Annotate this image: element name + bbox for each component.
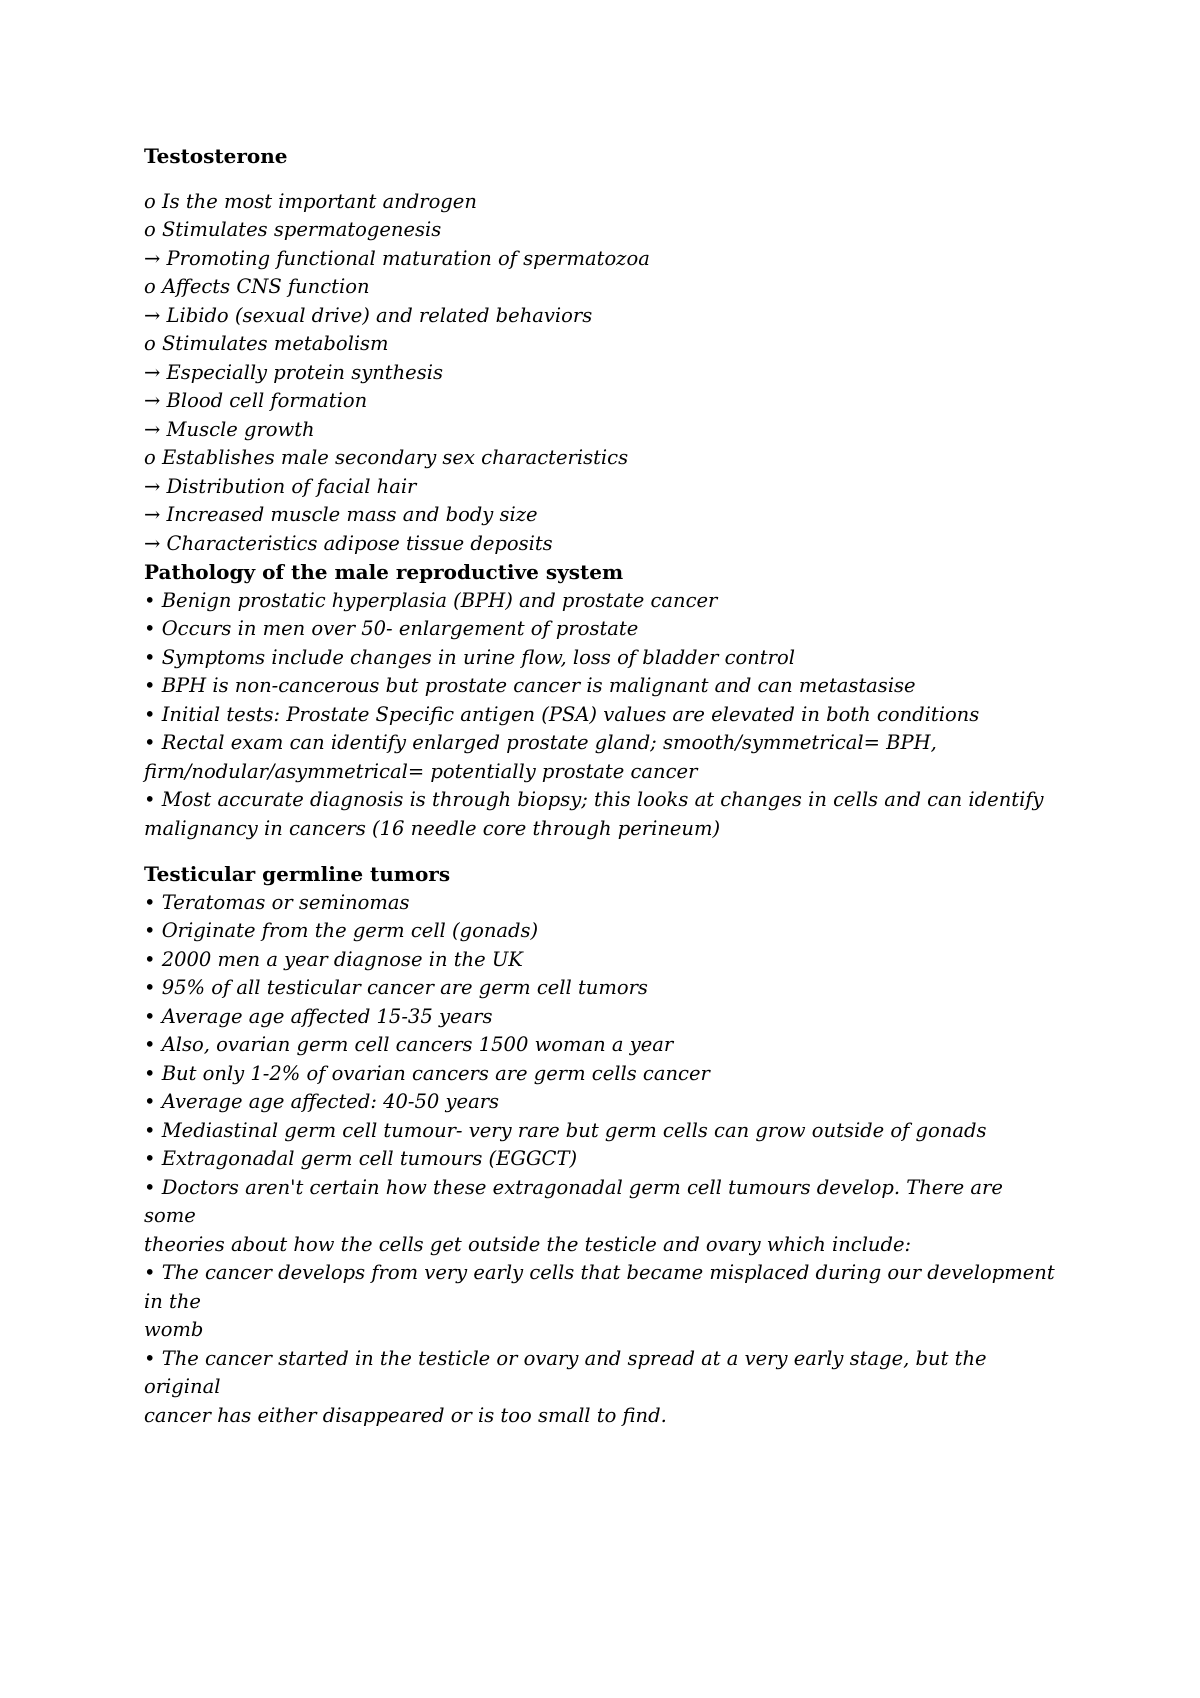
text-line: • Mediastinal germ cell tumour- very rare but germ cells can grow outside of gonads bbox=[144, 1118, 987, 1142]
text-line: • Teratomas or seminomas bbox=[144, 890, 410, 914]
text-line: o Stimulates spermatogenesis bbox=[144, 218, 442, 241]
text-line: → Especially protein synthesis bbox=[144, 360, 443, 384]
section-heading-testicular-tumors: Testicular germline tumors bbox=[144, 862, 451, 886]
text-line: → Muscle growth bbox=[144, 417, 315, 441]
document-body bbox=[144, 142, 1064, 1430]
text-line: → Characteristics adipose tissue deposits bbox=[144, 531, 553, 555]
text-line: • The cancer develops from very early cells that became misplaced during our development bbox=[144, 1261, 1055, 1284]
text-line: some bbox=[144, 1204, 196, 1227]
text-line: • 2000 men a year diagnose in the UK bbox=[144, 947, 523, 971]
section-heading-pathology: Pathology of the male reproductive system bbox=[144, 560, 624, 584]
text-line: womb bbox=[144, 1318, 204, 1341]
text-line: in the bbox=[144, 1289, 201, 1313]
text-line: o Affects CNS function bbox=[144, 275, 370, 298]
text-line: • Average age affected 15-35 years bbox=[144, 1004, 493, 1028]
text-line: • Occurs in men over 50- enlargement of prostate bbox=[144, 617, 639, 640]
text-line: o Stimulates metabolism bbox=[144, 332, 389, 355]
text-line: • Initial tests: Prostate Specific antigen (PSA) values are elevated in both conditions bbox=[144, 702, 980, 726]
text-line: • The cancer started in the testicle or ovary and spread at a very early stage, but the bbox=[144, 1346, 987, 1370]
text-line: • Originate from the germ cell (gonads) bbox=[144, 919, 539, 942]
text-line: → Libido (sexual drive) and related behaviors bbox=[144, 303, 593, 327]
text-line: • Symptoms include changes in urine flow, loss of bladder control bbox=[144, 645, 795, 669]
text-line: o Is the most important androgen bbox=[144, 189, 477, 213]
section-heading-testosterone: Testosterone bbox=[144, 144, 288, 168]
text-line: • Most accurate diagnosis is through biopsy; this looks at changes in cells and can identify bbox=[144, 788, 1044, 811]
text-line: • BPH is non-cancerous but prostate cancer is malignant and can metastasise bbox=[144, 674, 916, 697]
text-line: cancer has either disappeared or is too small to find. bbox=[144, 1403, 667, 1427]
text-line: • Extragonadal germ cell tumours (EGGCT) bbox=[144, 1147, 578, 1170]
text-line: → Distribution of facial hair bbox=[144, 474, 417, 498]
text-line: • Average age affected: 40-50 years bbox=[144, 1090, 500, 1113]
text-line: → Increased muscle mass and body size bbox=[144, 503, 538, 526]
text-line: • Rectal exam can identify enlarged prostate gland; smooth/symmetrical= BPH, bbox=[144, 731, 937, 754]
text-line: • Also, ovarian germ cell cancers 1500 woman a year bbox=[144, 1033, 674, 1056]
text-line: • But only 1-2% of ovarian cancers are germ cells cancer bbox=[144, 1061, 710, 1085]
text-line: • 95% of all testicular cancer are germ cell tumors bbox=[144, 976, 648, 999]
text-line: → Blood cell formation bbox=[144, 389, 368, 412]
text-line: • Doctors aren't certain how these extragonadal germ cell tumours develop. There are bbox=[144, 1175, 1003, 1199]
text-line: malignancy in cancers (16 needle core through perineum) bbox=[144, 816, 721, 840]
text-line: theories about how the cells get outside the testicle and ovary which include: bbox=[144, 1232, 912, 1256]
text-line: original bbox=[144, 1375, 221, 1398]
text-line: firm/nodular/asymmetrical= potentially prostate cancer bbox=[144, 759, 698, 783]
text-line: o Establishes male secondary sex characteristics bbox=[144, 446, 629, 469]
text-line: • Benign prostatic hyperplasia (BPH) and prostate cancer bbox=[144, 588, 718, 612]
text-line: → Promoting functional maturation of spermatozoa bbox=[144, 246, 650, 270]
